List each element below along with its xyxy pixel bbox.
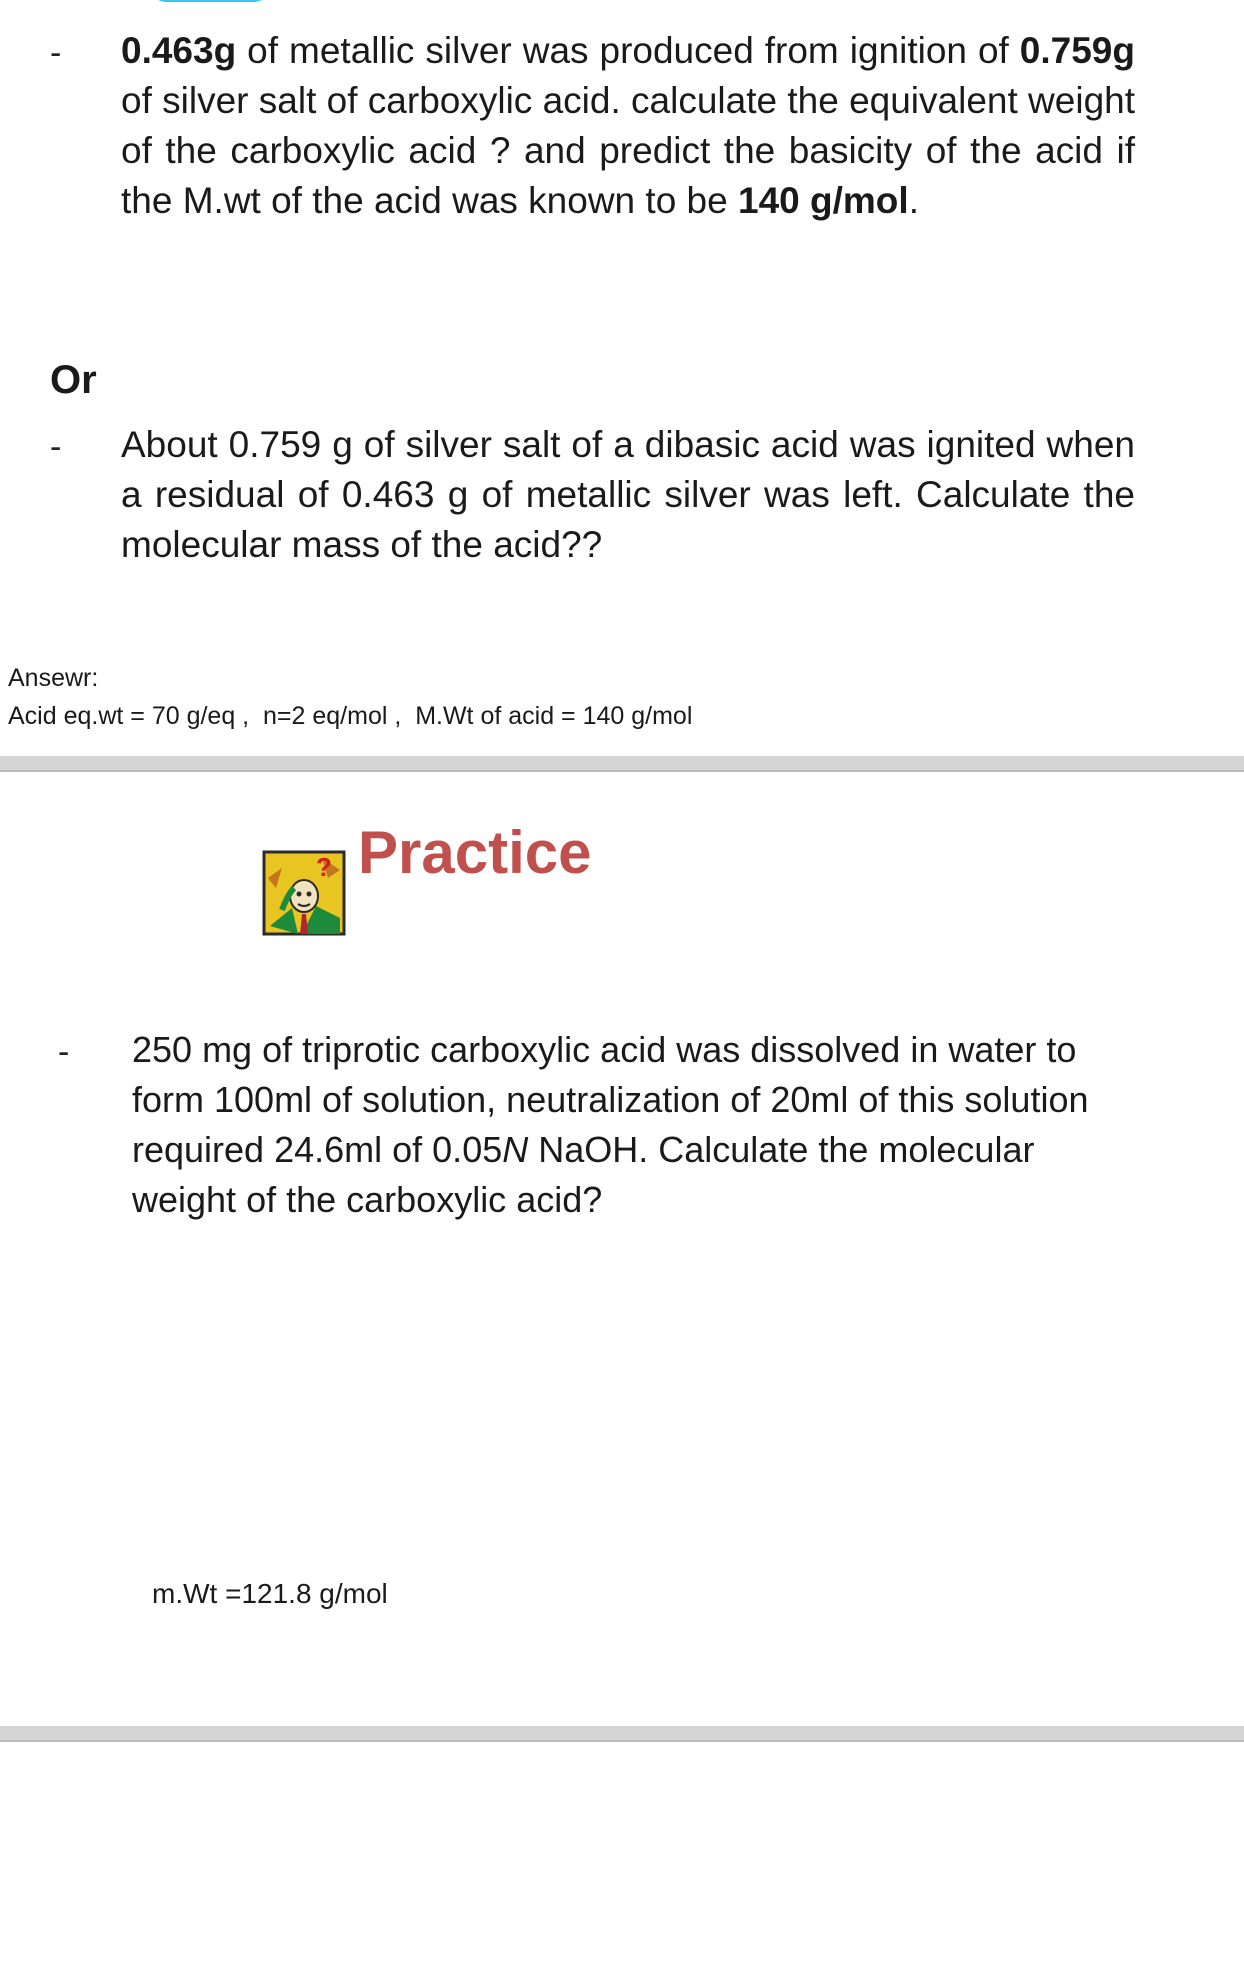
question1-bold-value: 140 g/mol — [738, 180, 909, 221]
question1-text-segment: . — [908, 180, 919, 221]
question1-text-segment: of silver salt of carboxylic acid. calculate the equivalent weight of the carboxylic acid ? and predict the basicity of the acid if the M.wt of the acid was known to be — [121, 80, 1135, 221]
question1-text — [121, 26, 1135, 226]
question1-text-segment: of metallic silver was produced from ignition of — [236, 30, 1020, 71]
practice-title: Practice — [358, 819, 592, 886]
thinking-person-question-icon — [262, 848, 346, 938]
answer-line: Acid eq.wt = 70 g/eq , n=2 eq/mol , M.Wt of acid = 140 g/mol — [8, 702, 693, 730]
or-label: Or — [50, 358, 97, 402]
question2-text: About 0.759 g of silver salt of a dibasic acid was ignited when a residual of 0.463 g of metallic silver was left. Calculate the molecular mass of the acid?? — [121, 424, 1135, 565]
question1-bold-value: 0.463g — [121, 30, 237, 71]
practice-question-normality: N — [502, 1129, 529, 1170]
practice-question — [132, 1025, 1112, 1225]
question1-bold-value: 0.759g — [1019, 30, 1135, 71]
question1-bullet: - — [50, 34, 62, 72]
practice-bullet: - — [58, 1033, 70, 1071]
section-divider-bottom — [0, 1726, 1244, 1742]
practice-question-text-end: NaOH. Calculate the molecular weight of the carboxylic acid? — [132, 1129, 1035, 1220]
question2-bullet: - — [50, 428, 62, 466]
answer-label: Ansewr: — [8, 664, 99, 692]
decorative-arc — [150, 0, 270, 2]
practice-question-text: 250 mg of triprotic carboxylic acid was dissolved in water to form 100ml of solution, neutralization of 20ml of this solution required 24.6ml of 0.05 — [132, 1029, 1089, 1170]
svg-text:?: ? — [316, 852, 332, 882]
practice-answer: m.Wt =121.8 g/mol — [152, 1578, 388, 1609]
section-divider — [0, 756, 1244, 772]
